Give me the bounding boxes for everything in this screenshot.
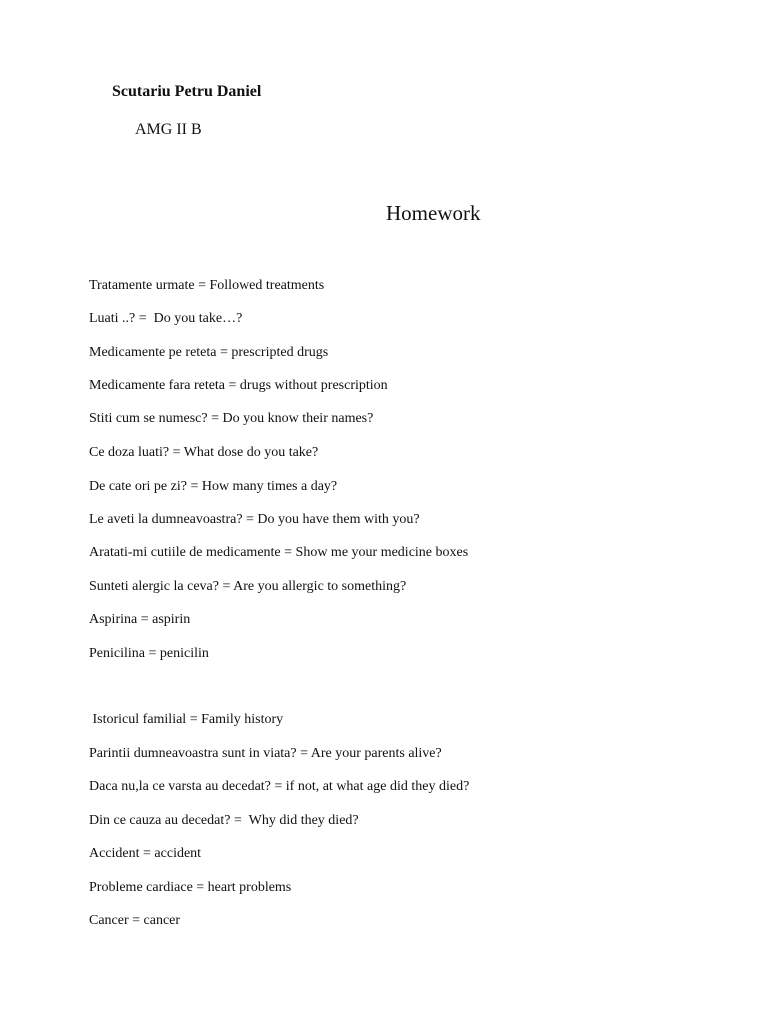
vocab-line: Medicamente pe reteta = prescripted drugs (89, 345, 329, 360)
vocab-line: Penicilina = penicilin (89, 646, 209, 661)
vocab-line: Medicamente fara reteta = drugs without prescription (89, 378, 388, 393)
vocab-line: Le aveti la dumneavoastra? = Do you have them with you? (89, 512, 420, 527)
vocab-line: Daca nu,la ce varsta au decedat? = if not, at what age did they died? (89, 779, 470, 794)
vocab-line: Aspirina = aspirin (89, 612, 191, 627)
vocab-line: De cate ori pe zi? = How many times a day? (89, 479, 338, 494)
vocab-line: Stiti cum se numesc? = Do you know their names? (89, 411, 374, 426)
page-title: Homework (386, 201, 481, 225)
section-heading-line: Istoricul familial = Family history (89, 712, 284, 727)
vocab-line: Aratati-mi cutiile de medicamente = Show me your medicine boxes (89, 545, 469, 560)
vocab-line: Sunteti alergic la ceva? = Are you allergic to something? (89, 579, 407, 594)
vocab-line: Accident = accident (89, 846, 202, 861)
vocab-line: Cancer = cancer (89, 913, 181, 928)
vocab-line: Luati ..? = Do you take…? (89, 311, 243, 326)
vocab-line: Parintii dumneavoastra sunt in viata? = Are your parents alive? (89, 746, 442, 761)
vocab-line: Ce doza luati? = What dose do you take? (89, 445, 319, 460)
vocab-line: Din ce cauza au decedat? = Why did they died? (89, 813, 359, 828)
student-group: AMG II B (135, 121, 202, 138)
author-name: Scutariu Petru Daniel (112, 83, 262, 100)
vocab-line: Tratamente urmate = Followed treatments (89, 278, 325, 293)
vocab-line: Probleme cardiace = heart problems (89, 880, 292, 895)
